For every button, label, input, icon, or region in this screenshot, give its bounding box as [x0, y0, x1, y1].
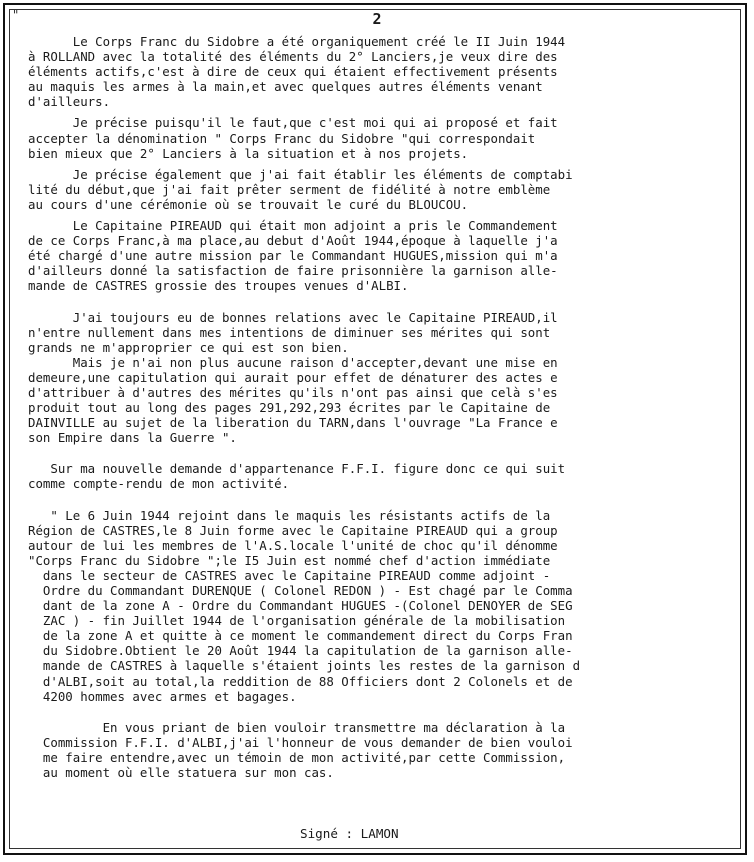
text-line: au moment où elle statuera sur mon cas. [28, 765, 334, 781]
text-line: Sur ma nouvelle demande d'appartenance F.F.I. figure donc ce qui suit [28, 461, 566, 477]
paragraph-2 [28, 115, 728, 160]
paragraph-3 [28, 167, 728, 212]
text-line: Le Corps Franc du Sidobre a été organiquement créé le II Juin 1944 [28, 34, 566, 49]
signature-line: Signé : LAMON [300, 826, 399, 841]
text-line: dant de la zone A - Ordre du Commandant HUGUES -(Colonel DENOYER de SEG [28, 598, 573, 614]
text-line: éléments actifs,c'est à dire de ceux qui étaient effectivement présents [28, 64, 558, 80]
text-line: En vous priant de bien vouloir transmettre ma déclaration à la [28, 719, 566, 735]
text-line: J'ai toujours eu de bonnes relations avec le Capitaine PIREAUD,il [28, 309, 558, 325]
text-line: été chargé d'une autre mission par le Commandant HUGUES,mission qui m'a [28, 248, 558, 264]
text-line: autour de lui les membres de l'A.S.locale l'unité de choc qu'il dénomme [28, 537, 558, 553]
text-line: de la zone A et quitte à ce moment le commandement direct du Corps Fran [28, 628, 573, 644]
paragraph-7 [28, 461, 728, 491]
text-line: Le Capitaine PIREAUD qui était mon adjoint a pris le Commandement [28, 218, 558, 234]
corner-mark: " [12, 8, 20, 22]
text-line: lité du début,que j'ai fait prêter serment de fidélité à notre emblème [28, 181, 551, 197]
text-line: Commission F.F.I. d'ALBI,j'ai l'honneur de vous demander de bien vouloi [28, 734, 573, 750]
text-line: d'attribuer à d'autres des mérites qu'ils n'ont pas ainsi que celà s'es [28, 384, 558, 400]
text-line: au cours d'une cérémonie où se trouvait le curé du BLOUCOU. [28, 196, 469, 212]
letter-body [28, 34, 728, 780]
text-line: son Empire dans la Guerre ". [28, 430, 237, 446]
text-line: d'ailleurs donné la satisfaction de faire prisonnière la garnison alle- [28, 263, 558, 279]
text-line: DAINVILLE au sujet de la liberation du TARN,dans l'ouvrage "La France e [28, 415, 558, 431]
text-line: produit tout au long des pages 291,292,293 écrites par le Capitaine de [28, 400, 551, 416]
text-line: de ce Corps Franc,à ma place,au debut d'Août 1944,époque à laquelle j'a [28, 233, 558, 249]
text-line: mande de CASTRES à laquelle s'étaient joints les restes de la garnison d [28, 658, 581, 674]
text-line: au maquis les armes à la main,et avec quelques autres éléments venant [28, 79, 543, 95]
text-line: ZAC ) - fin Juillet 1944 de l'organisation générale de la mobilisation [28, 613, 566, 629]
text-line: Je précise également que j'ai fait établir les éléments de comptabi [28, 166, 573, 182]
paragraph-8 [28, 508, 728, 704]
text-line: grands ne m'approprier ce qui est son bien. [28, 339, 349, 355]
text-line: d'ALBI,soit au total,la reddition de 88 Officiers dont 2 Colonels et de [28, 673, 573, 689]
text-line: Mais je n'ai non plus aucune raison d'accepter,devant une mise en [28, 354, 558, 370]
paragraph-5 [28, 310, 728, 355]
text-line: du Sidobre.Obtient le 20 Août 1944 la capitulation de la garnison alle- [28, 643, 573, 659]
text-line: "Corps Franc du Sidobre ";le I5 Juin est nommé chef d'action immédiate [28, 552, 551, 568]
text-line: 4200 hommes avec armes et bagages. [28, 688, 297, 704]
paragraph-1 [28, 34, 728, 109]
text-line: Je précise puisqu'il le faut,que c'est moi qui ai proposé et fait [28, 115, 558, 131]
text-line: Région de CASTRES,le 8 Juin forme avec le Capitaine PIREAUD qui a group [28, 522, 558, 538]
paragraph-4 [28, 218, 728, 293]
text-line: dans le secteur de CASTRES avec le Capitaine PIREAUD comme adjoint - [28, 567, 551, 583]
text-line: d'ailleurs. [28, 94, 111, 110]
text-line: n'entre nullement dans mes intentions de diminuer ses mérites qui sont [28, 324, 551, 340]
text-line: " Le 6 Juin 1944 rejoint dans le maquis les résistants actifs de la [28, 507, 551, 523]
text-line: me faire entendre,avec un témoin de mon activité,par cette Commission, [28, 749, 566, 765]
paragraph-6 [28, 355, 728, 446]
text-line: mande de CASTRES grossie des troupes venues d'ALBI. [28, 278, 409, 294]
page-number: 2 [372, 10, 382, 28]
text-line: bien mieux que 2° Lanciers à la situation et à nos projets. [28, 145, 469, 161]
text-line: comme compte-rendu de mon activité. [28, 476, 290, 492]
text-line: Ordre du Commandant DURENQUE ( Colonel REDON ) - Est chagé par le Comma [28, 583, 573, 598]
text-line: accepter la dénomination " Corps Franc du Sidobre "qui correspondait [28, 130, 536, 146]
text-line: demeure,une capitulation qui aurait pour effet de dénaturer des actes e [28, 369, 558, 385]
paragraph-9 [28, 720, 728, 780]
text-line: à ROLLAND avec la totalité des éléments du 2° Lanciers,je veux dire des [28, 49, 558, 65]
